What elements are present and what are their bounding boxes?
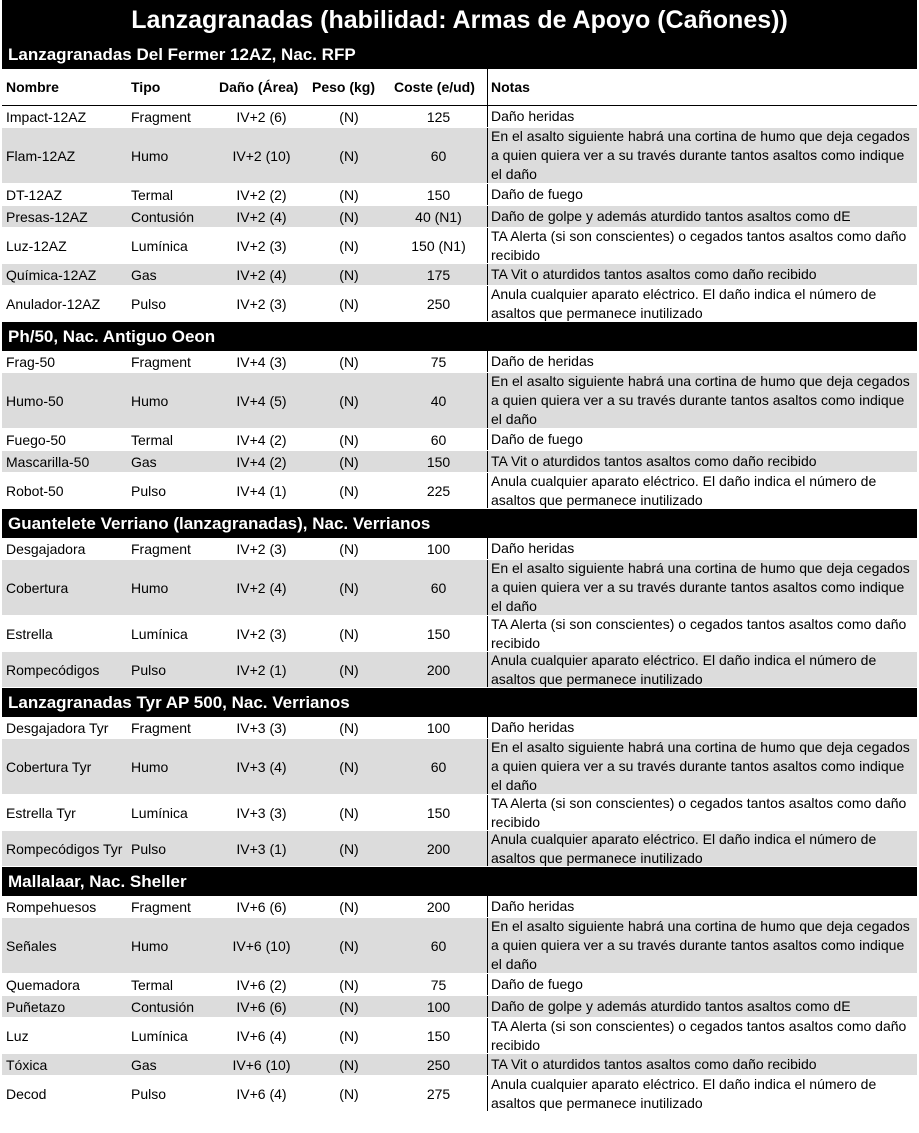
cell-notas: Daño de heridas: [487, 351, 917, 372]
cell-nombre: Humo-50: [6, 392, 64, 409]
cell-coste: 250: [426, 295, 451, 312]
table-row: [2, 1018, 917, 1054]
column-header: Daño (Área): [219, 79, 299, 95]
cell-nombre: Luz: [6, 1027, 29, 1044]
cell-nombre: Flam-12AZ: [6, 147, 76, 164]
cell-notas: Daño heridas: [487, 717, 917, 738]
cell-notas: En el asalto siguiente habrá una cortina de humo que deja cegados a quien quiera ver a su través durante tantos asaltos como indique el daño: [487, 918, 917, 973]
weapon-sheet: [2, 0, 917, 1112]
table-row: [2, 264, 917, 286]
cell-coste: 150: [426, 186, 451, 203]
cell-peso: (N): [339, 898, 359, 915]
cell-nombre: Tóxica: [6, 1056, 48, 1073]
cell-tipo: Fragment: [131, 353, 191, 370]
cell-coste: 100: [426, 540, 451, 557]
cell-tipo: Pulso: [131, 295, 167, 312]
cell-dano: IV+3 (4): [236, 758, 287, 775]
table-row: [2, 286, 917, 322]
cell-coste: 200: [426, 661, 451, 678]
cell-notas: Daño heridas: [487, 106, 917, 127]
cell-notas: TA Vit o aturdidos tantos asaltos como daño recibido: [487, 1054, 917, 1075]
cell-dano: IV+2 (10): [232, 147, 291, 164]
cell-nombre: Química-12AZ: [6, 266, 97, 283]
table-row: [2, 896, 917, 918]
table-row: [2, 451, 917, 473]
cell-coste: 100: [426, 719, 451, 736]
column-header: Notas: [487, 69, 917, 105]
cell-nombre: Frag-50: [6, 353, 56, 370]
cell-peso: (N): [339, 719, 359, 736]
cell-coste: 75: [430, 976, 447, 993]
group-title: Lanzagranadas Del Fermer 12AZ, Nac. RFP: [2, 40, 917, 69]
cell-coste: 200: [426, 898, 451, 915]
table-row: [2, 831, 917, 867]
cell-peso: (N): [339, 1056, 359, 1073]
cell-nombre: Desgajadora: [6, 540, 86, 557]
table-row: [2, 717, 917, 739]
cell-dano: IV+4 (3): [236, 353, 287, 370]
cell-coste: 75: [430, 353, 447, 370]
table-row: [2, 560, 917, 616]
cell-coste: 125: [426, 108, 451, 125]
cell-dano: IV+2 (4): [236, 266, 287, 283]
cell-dano: IV+4 (2): [236, 453, 287, 470]
cell-coste: 40: [430, 392, 447, 409]
cell-dano: IV+6 (6): [236, 898, 287, 915]
cell-tipo: Humo: [131, 758, 169, 775]
column-header: Peso (kg): [312, 79, 376, 95]
cell-nombre: Cobertura: [6, 579, 69, 596]
cell-tipo: Pulso: [131, 840, 167, 857]
cell-coste: 150: [426, 804, 451, 821]
table-row: [2, 373, 917, 429]
sheet-title: Lanzagranadas (habilidad: Armas de Apoyo (Cañones)): [2, 0, 917, 40]
cell-peso: (N): [339, 237, 359, 254]
cell-coste: 100: [426, 998, 451, 1015]
cell-tipo: Fragment: [131, 898, 191, 915]
table-row: [2, 616, 917, 652]
cell-peso: (N): [339, 266, 359, 283]
cell-dano: IV+2 (4): [236, 208, 287, 225]
cell-dano: IV+6 (10): [232, 1056, 291, 1073]
cell-nombre: Cobertura Tyr: [6, 758, 92, 775]
cell-tipo: Lumínica: [131, 1027, 188, 1044]
table-row: [2, 473, 917, 509]
table-row: [2, 795, 917, 831]
cell-coste: 40 (N1): [415, 208, 462, 225]
cell-tipo: Gas: [131, 453, 157, 470]
cell-peso: (N): [339, 937, 359, 954]
cell-dano: IV+6 (10): [232, 937, 291, 954]
cell-nombre: Fuego-50: [6, 431, 66, 448]
cell-nombre: Presas-12AZ: [6, 208, 88, 225]
cell-notas: TA Vit o aturdidos tantos asaltos como daño recibido: [487, 264, 917, 285]
cell-coste: 175: [426, 266, 451, 283]
cell-tipo: Fragment: [131, 108, 191, 125]
table-row: [2, 128, 917, 184]
cell-nombre: Estrella: [6, 625, 53, 642]
cell-notas: Daño de fuego: [487, 429, 917, 450]
cell-notas: Daño de golpe y además aturdido tantos asaltos como dE: [487, 206, 917, 227]
cell-dano: IV+2 (3): [236, 540, 287, 557]
cell-tipo: Humo: [131, 392, 169, 409]
cell-nombre: Desgajadora Tyr: [6, 719, 109, 736]
cell-coste: 60: [430, 937, 447, 954]
cell-nombre: Puñetazo: [6, 998, 66, 1015]
cell-coste: 200: [426, 840, 451, 857]
cell-dano: IV+3 (3): [236, 719, 287, 736]
column-header: Nombre: [6, 79, 59, 95]
cell-notas: En el asalto siguiente habrá una cortina de humo que deja cegados a quien quiera ver a su través durante tantos asaltos como indique el daño: [487, 128, 917, 183]
cell-dano: IV+4 (2): [236, 431, 287, 448]
cell-nombre: Luz-12AZ: [6, 237, 67, 254]
cell-peso: (N): [339, 431, 359, 448]
column-header: Coste (e/ud): [394, 79, 475, 95]
cell-dano: IV+2 (6): [236, 108, 287, 125]
cell-nombre: Robot-50: [6, 482, 64, 499]
cell-tipo: Termal: [131, 186, 174, 203]
cell-peso: (N): [339, 998, 359, 1015]
cell-nombre: Estrella Tyr: [6, 804, 76, 821]
cell-tipo: Fragment: [131, 540, 191, 557]
cell-notas: TA Vit o aturdidos tantos asaltos como daño recibido: [487, 451, 917, 472]
cell-tipo: Humo: [131, 937, 169, 954]
cell-peso: (N): [339, 295, 359, 312]
table-row: [2, 184, 917, 206]
cell-dano: IV+4 (1): [236, 482, 287, 499]
cell-dano: IV+2 (3): [236, 295, 287, 312]
cell-peso: (N): [339, 758, 359, 775]
cell-nombre: DT-12AZ: [6, 186, 63, 203]
cell-dano: IV+2 (2): [236, 186, 287, 203]
table-row: [2, 918, 917, 974]
cell-nombre: Mascarilla-50: [6, 453, 90, 470]
table-row: [2, 996, 917, 1018]
cell-peso: (N): [339, 108, 359, 125]
cell-nombre: Decod: [6, 1085, 47, 1102]
cell-dano: IV+6 (4): [236, 1085, 287, 1102]
cell-coste: 60: [430, 758, 447, 775]
cell-tipo: Humo: [131, 147, 169, 164]
table-row: [2, 429, 917, 451]
cell-nombre: Impact-12AZ: [6, 108, 87, 125]
cell-peso: (N): [339, 540, 359, 557]
cell-tipo: Pulso: [131, 661, 167, 678]
cell-peso: (N): [339, 482, 359, 499]
column-header-row: [2, 69, 917, 106]
table-row: [2, 1076, 917, 1112]
cell-dano: IV+6 (2): [236, 976, 287, 993]
cell-dano: IV+2 (4): [236, 579, 287, 596]
cell-notas: Anula cualquier aparato eléctrico. El daño indica el número de asaltos que permanece inutilizado: [487, 831, 917, 866]
table-row: [2, 206, 917, 228]
cell-coste: 250: [426, 1056, 451, 1073]
cell-tipo: Lumínica: [131, 804, 188, 821]
groups-container: [2, 40, 917, 1112]
cell-tipo: Contusión: [131, 208, 195, 225]
cell-coste: 150: [426, 1027, 451, 1044]
cell-peso: (N): [339, 661, 359, 678]
cell-notas: Anula cualquier aparato eléctrico. El daño indica el número de asaltos que permanece inutilizado: [487, 1076, 917, 1111]
cell-notas: TA Alerta (si son conscientes) o cegados tantos asaltos como daño recibido: [487, 1018, 917, 1053]
cell-coste: 150: [426, 453, 451, 470]
cell-coste: 225: [426, 482, 451, 499]
cell-coste: 150: [426, 625, 451, 642]
table-row: [2, 652, 917, 688]
cell-peso: (N): [339, 579, 359, 596]
cell-notas: TA Alerta (si son conscientes) o cegados tantos asaltos como daño recibido: [487, 795, 917, 830]
table-row: [2, 351, 917, 373]
cell-nombre: Rompehuesos: [6, 898, 97, 915]
cell-dano: IV+6 (4): [236, 1027, 287, 1044]
cell-peso: (N): [339, 625, 359, 642]
cell-coste: 60: [430, 579, 447, 596]
cell-tipo: Termal: [131, 976, 174, 993]
table-row: [2, 974, 917, 996]
table-row: [2, 739, 917, 795]
cell-notas: Daño de fuego: [487, 974, 917, 995]
cell-notas: En el asalto siguiente habrá una cortina de humo que deja cegados a quien quiera ver a su través durante tantos asaltos como indique el daño: [487, 560, 917, 615]
table-row: [2, 538, 917, 560]
cell-notas: TA Alerta (si son conscientes) o cegados tantos asaltos como daño recibido: [487, 228, 917, 263]
cell-nombre: Quemadora: [6, 976, 80, 993]
column-header: Tipo: [131, 79, 161, 95]
cell-peso: (N): [339, 353, 359, 370]
cell-tipo: Fragment: [131, 719, 191, 736]
cell-notas: Daño de fuego: [487, 184, 917, 205]
cell-peso: (N): [339, 1027, 359, 1044]
cell-peso: (N): [339, 186, 359, 203]
cell-notas: Anula cualquier aparato eléctrico. El daño indica el número de asaltos que permanece inutilizado: [487, 652, 917, 687]
cell-dano: IV+4 (5): [236, 392, 287, 409]
cell-dano: IV+2 (3): [236, 625, 287, 642]
cell-dano: IV+6 (6): [236, 998, 287, 1015]
cell-coste: 60: [430, 431, 447, 448]
cell-tipo: Contusión: [131, 998, 195, 1015]
cell-tipo: Gas: [131, 266, 157, 283]
cell-tipo: Lumínica: [131, 237, 188, 254]
group-title: Mallalaar, Nac. Sheller: [2, 867, 917, 896]
group-title: Guantelete Verriano (lanzagranadas), Nac. Verrianos: [2, 509, 917, 538]
group-title: Ph/50, Nac. Antiguo Oeon: [2, 322, 917, 351]
cell-nombre: Rompecódigos: [6, 661, 100, 678]
cell-notas: En el asalto siguiente habrá una cortina de humo que deja cegados a quien quiera ver a su través durante tantos asaltos como indique el daño: [487, 739, 917, 794]
cell-notas: Daño de golpe y además aturdido tantos asaltos como dE: [487, 996, 917, 1017]
cell-nombre: Anulador-12AZ: [6, 295, 101, 312]
table-row: [2, 228, 917, 264]
cell-peso: (N): [339, 392, 359, 409]
cell-tipo: Pulso: [131, 1085, 167, 1102]
cell-peso: (N): [339, 840, 359, 857]
cell-peso: (N): [339, 976, 359, 993]
cell-peso: (N): [339, 208, 359, 225]
cell-dano: IV+3 (3): [236, 804, 287, 821]
cell-dano: IV+2 (3): [236, 237, 287, 254]
cell-tipo: Humo: [131, 579, 169, 596]
cell-notas: En el asalto siguiente habrá una cortina de humo que deja cegados a quien quiera ver a su través durante tantos asaltos como indique el daño: [487, 373, 917, 428]
cell-tipo: Lumínica: [131, 625, 188, 642]
cell-notas: Anula cualquier aparato eléctrico. El daño indica el número de asaltos que permanece inutilizado: [487, 473, 917, 508]
cell-notas: Daño heridas: [487, 896, 917, 917]
cell-tipo: Gas: [131, 1056, 157, 1073]
cell-coste: 275: [426, 1085, 451, 1102]
cell-peso: (N): [339, 453, 359, 470]
cell-dano: IV+2 (1): [236, 661, 287, 678]
cell-notas: Anula cualquier aparato eléctrico. El daño indica el número de asaltos que permanece inutilizado: [487, 286, 917, 321]
cell-tipo: Pulso: [131, 482, 167, 499]
group-title: Lanzagranadas Tyr AP 500, Nac. Verrianos: [2, 688, 917, 717]
cell-peso: (N): [339, 804, 359, 821]
cell-nombre: Rompecódigos Tyr: [6, 840, 123, 857]
cell-dano: IV+3 (1): [236, 840, 287, 857]
cell-tipo: Termal: [131, 431, 174, 448]
cell-notas: TA Alerta (si son conscientes) o cegados tantos asaltos como daño recibido: [487, 616, 917, 651]
cell-coste: 150 (N1): [411, 237, 466, 254]
cell-peso: (N): [339, 1085, 359, 1102]
cell-notas: Daño heridas: [487, 538, 917, 559]
table-row: [2, 1054, 917, 1076]
cell-nombre: Señales: [6, 937, 57, 954]
table-row: [2, 106, 917, 128]
cell-coste: 60: [430, 147, 447, 164]
cell-peso: (N): [339, 147, 359, 164]
